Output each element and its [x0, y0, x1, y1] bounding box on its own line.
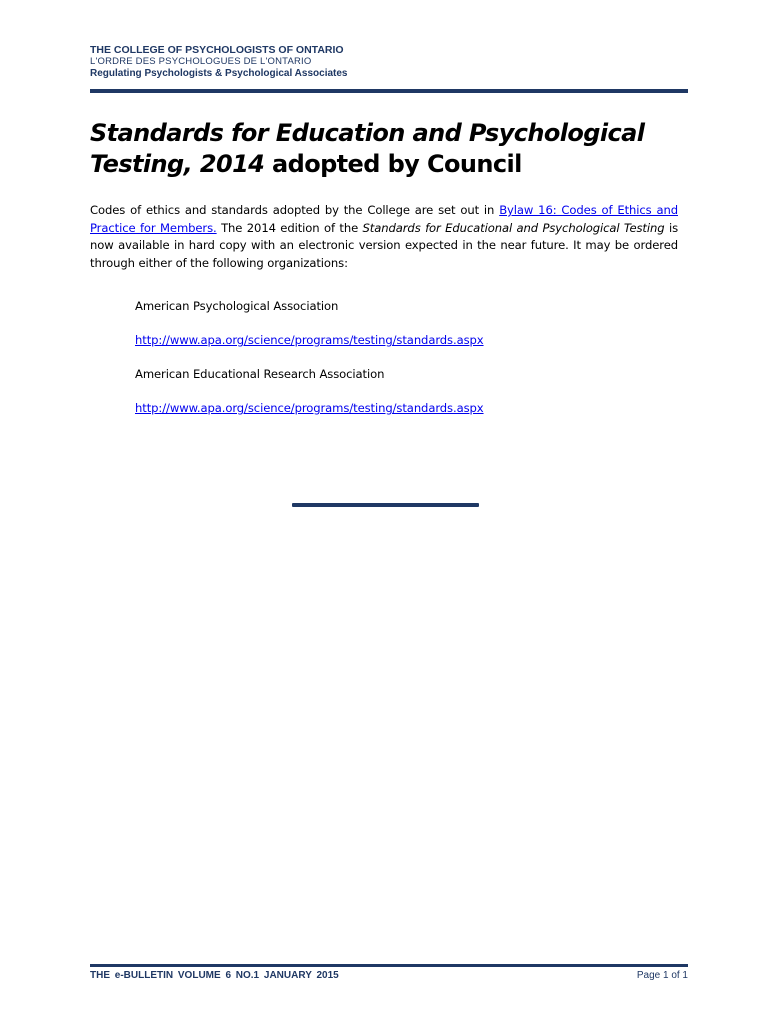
paragraph-intro: Codes of ethics and standards adopted by the College are set out in — [90, 203, 500, 217]
organization-name: American Educational Research Association — [135, 367, 385, 381]
org-name-french: L'ORDRE DES PSYCHOLOGUES DE L'ONTARIO — [90, 56, 312, 67]
section-divider — [292, 503, 479, 507]
footer-publication: THE e-BULLETIN VOLUME 6 NO.1 JANUARY 2015 — [90, 970, 339, 981]
organization-name: American Psychological Association — [135, 299, 339, 313]
article-paragraph — [90, 202, 678, 272]
article-title-italic: Standards for Education and Psychological Testing, 2014 — [90, 119, 645, 178]
letterhead — [90, 44, 688, 80]
article — [90, 118, 678, 434]
org-name-english: THE COLLEGE OF PSYCHOLOGISTS OF ONTARIO — [90, 44, 344, 56]
header-divider — [90, 89, 688, 93]
paragraph-italic: Standards for Educational and Psychological Testing — [362, 220, 665, 235]
organization-list — [135, 298, 678, 417]
paragraph-end: is now available in hard copy with an electronic version expected in the near future. It may be ordered through either of the following organizations: — [90, 220, 679, 270]
footer-divider — [90, 964, 688, 967]
org-tagline: Regulating Psychologists & Psychological Associates — [90, 68, 348, 79]
organization-link[interactable]: http://www.apa.org/science/programs/testing/standards.aspx — [135, 333, 484, 347]
bylaw-16-link[interactable]: Bylaw 16: Codes of Ethics and Practice for Members. — [90, 203, 678, 235]
article-title — [90, 118, 678, 180]
article-title-rest: adopted by Council — [264, 150, 522, 178]
organization-link[interactable]: http://www.apa.org/science/programs/testing/standards.aspx — [135, 401, 484, 415]
footer-page-number: Page 1 of 1 — [636, 970, 688, 981]
paragraph-mid: The 2014 edition of the — [216, 220, 363, 235]
